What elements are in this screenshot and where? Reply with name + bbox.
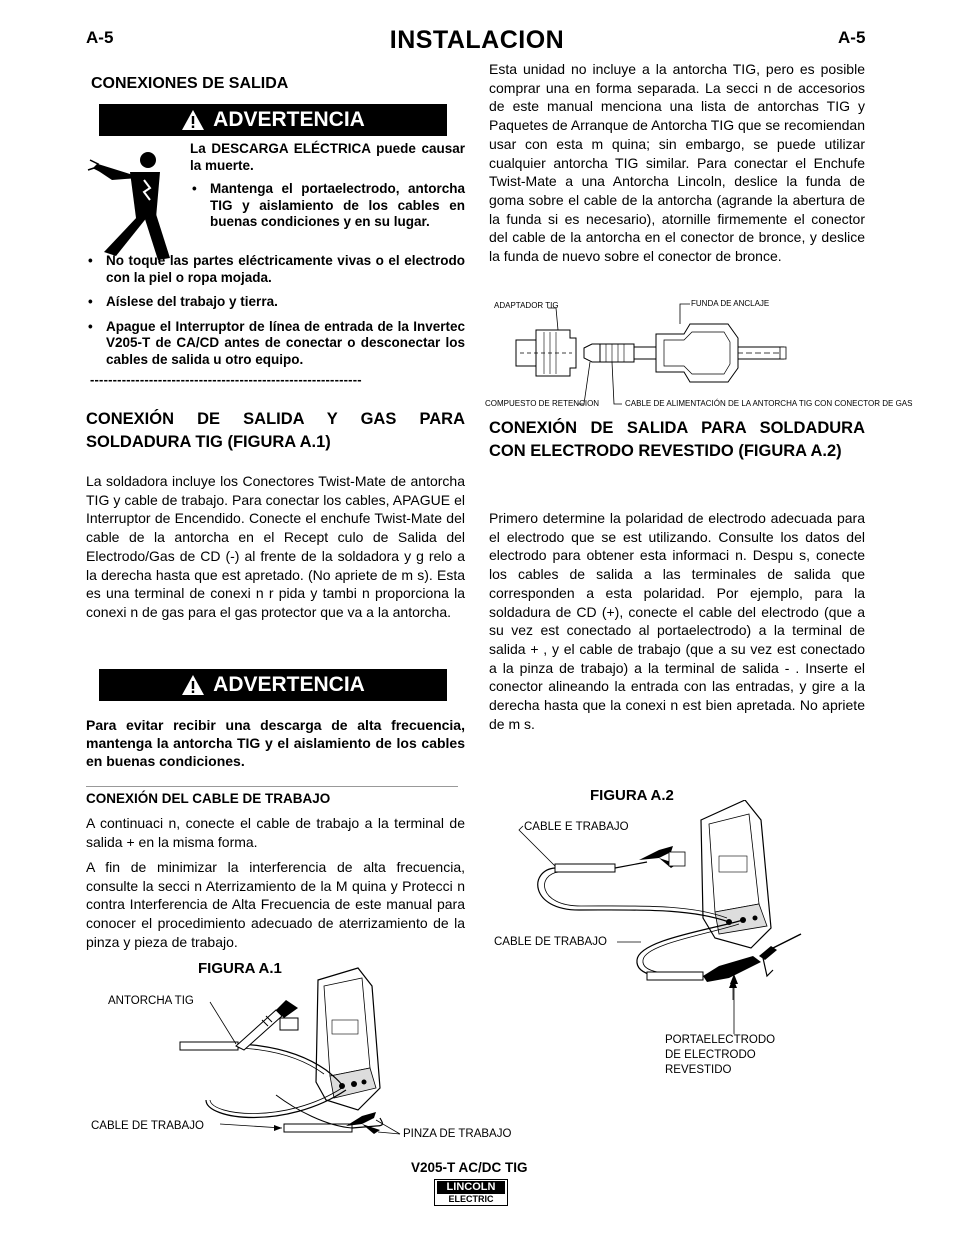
- warning-bullet: • No toque las partes eléctricamente vivas o el electrodo con la piel o ropa mojada.: [86, 253, 465, 286]
- warning-intro: La DESCARGA ELÉCTRICA puede causar la muerte.: [190, 141, 465, 173]
- footer-model: V205-T AC/DC TIG: [411, 1160, 528, 1175]
- tig-body-text: La soldadora incluye los Conectores Twist-Mate de antorcha TIG y cable de trabajo. Para conectar los cables, APAGUE el Interruptor de Encendido. Conecte el enchufe Twist-Mate del cable de la antorcha en el Recept culo de Salida del Electrodo/Gas de CD (-) al frente de la soldadora y g relo a la derecha hasta que est apretado. (No apriete de m s). Esta es una terminal de conexi n r pida y tambi n proporciona la conexi n de gas para el gas protector que va a la antorcha.: [86, 473, 465, 620]
- divider: [86, 786, 458, 787]
- label-work-clamp: PINZA DE TRABAJO: [403, 1128, 512, 1140]
- section-heading-tig: CONEXIÓN DE SALIDA Y GAS PARA SOLDADURA TIG (FIGURA A.1): [86, 410, 465, 451]
- label-electrode-holder: [665, 1033, 775, 1078]
- logo-top: LINCOLN: [437, 1181, 505, 1194]
- label-holder-line-2: DE ELECTRODO: [665, 1049, 756, 1061]
- label-work-cable: CABLE DE TRABAJO: [91, 1120, 204, 1132]
- page-number-left: A-5: [86, 28, 114, 47]
- warning-banner-2: [99, 669, 447, 701]
- warning-triangle-icon: [181, 674, 205, 696]
- warning-bullet: • Apague el Interruptor de línea de entrada de la Invertec V205-T de CA/CD antes de conectar o desconectar los cables de salida u otro equipo.: [86, 319, 465, 369]
- label-anchor-boot: FUNDA DE ANCLAJE: [691, 299, 770, 308]
- page-title: INSTALACION: [389, 26, 565, 54]
- warning-label: ADVERTENCIA: [213, 108, 365, 131]
- label-torch-power-cable: CABLE DE ALIMENTACIÓN DE LA ANTORCHA TIG CON CONECTOR DE GAS: [625, 399, 913, 408]
- warning-bullet: • Aíslese del trabajo y tierra.: [86, 294, 465, 311]
- tig-intro-text: Esta unidad no incluye a la antorcha TIG, pero es posible comprar una en forma separada. La secci n de accesorios de este manual menciona una lista de antorchas TIG y Paquetes de Arranque de Antorcha TIG que se recomiendan usar con esta m quina; sin embargo, se puede utilizar cualquier antorcha TIG similar. Para conectar el Enchufe Twist-Mate a una Antorcha Lincoln, deslice la funda de goma sobre el cable de la antorcha (agrande la abertura de la funda si es necesario), atornille firmemente el conector del cable de la antorcha en el conector de bronce, y deslice la funda de nuevo sobre el conector de bronce.: [489, 61, 865, 265]
- electric-shock-figure-icon: [86, 148, 186, 263]
- dashed-separator: ------------------------------------------------------------: [90, 372, 362, 387]
- hf-warning-text: Para evitar recibir una descarga de alta frecuencia, mantenga la antorcha TIG y el aislamiento de los cables en buenas condiciones.: [86, 717, 465, 769]
- figure-a2-title: FIGURA A.2: [590, 787, 674, 804]
- page-number-right: A-5: [838, 28, 866, 47]
- figure-a1-title: FIGURA A.1: [198, 960, 282, 977]
- warning-triangle-icon: [181, 109, 205, 131]
- label-cable-e-work: CABLE E TRABAJO: [524, 821, 629, 833]
- stick-body-text: Primero determine la polaridad de electrodo adecuada para el electrodo que se est utilizando. Consulte los datos del electrodo para obtener esta informaci n. Despu s, conecte los cables de salida a las terminales de salida que corresponden a esta polaridad. Por ejemplo, para la soldadura de CD (+), conecte el cable del electrodo (que a su vez est conectado al portaelectrodo) a la terminal de salida + , y el cable de trabajo (que a su vez est conectado a la pinza de trabajo) a la terminal de salida - . Inserte el conector alineando la entrada con las entradas, y gire a la derecha hasta que la conexi n est bien apretada. No apriete de m s.: [489, 510, 865, 732]
- lincoln-electric-logo: [434, 1179, 508, 1206]
- section-heading-output-connections: CONEXIONES DE SALIDA: [91, 75, 289, 92]
- work-cable-text-1: A continuaci n, conecte el cable de trabajo a la terminal de salida + en la misma forma.: [86, 815, 465, 850]
- holder-leader-line: [729, 974, 739, 1034]
- warning-label: ADVERTENCIA: [213, 673, 365, 696]
- warning-bullet: • Mantenga el portaelectrodo, antorcha TIG y aislamiento de los cables en buenas condiciones y en su lugar.: [190, 181, 465, 231]
- label-tig-torch: ANTORCHA TIG: [108, 995, 194, 1007]
- label-holder-line-1: PORTAELECTRODO: [665, 1034, 776, 1046]
- warning-banner-1: [99, 104, 447, 136]
- section-heading-work-cable: CONEXIÓN DEL CABLE DE TRABAJO: [86, 791, 331, 806]
- tig-adapter-diagram: [484, 294, 868, 410]
- work-cable-text-2: A fin de minimizar la interferencia de alta frecuencia, consulte la secci n Aterrizamiento de la M quina y Protecci n contra Interferencia de Alta Frecuencia de este manual para conocer el procedimiento adecuado de aterrizamiento de la pinza y pieza de trabajo.: [86, 859, 465, 950]
- section-heading-stick: CONEXIÓN DE SALIDA PARA SOLDADURA CON ELECTRODO REVESTIDO (FIGURA A.2): [489, 419, 865, 460]
- label-tig-adapter: ADAPTADOR TIG: [494, 301, 559, 310]
- label-work-cable-2: CABLE DE TRABAJO: [494, 936, 607, 948]
- logo-bottom: ELECTRIC: [448, 1194, 494, 1204]
- warning-list-full: [86, 253, 465, 368]
- label-retention-compound: COMPUESTO DE RETENCION: [485, 399, 600, 408]
- label-holder-line-3: REVESTIDO: [665, 1064, 732, 1076]
- warning-list-top: [190, 181, 465, 231]
